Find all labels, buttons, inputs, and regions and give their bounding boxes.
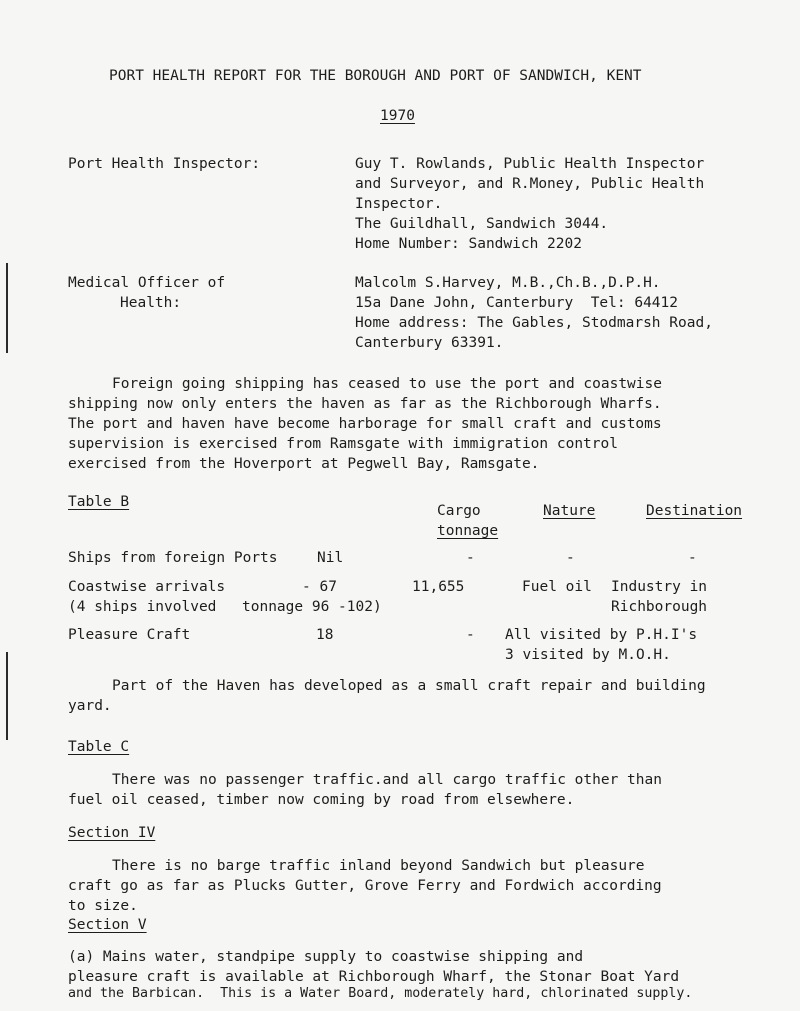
row-destination: Industry in bbox=[611, 579, 708, 595]
header-destination: Destination bbox=[646, 503, 743, 519]
contact-label: Medical Officer of bbox=[68, 275, 226, 291]
report-year: 1970 bbox=[380, 108, 415, 124]
contact-line: Malcolm S.Harvey, M.B.,Ch.B.,D.P.H. bbox=[355, 275, 661, 291]
row-label: Coastwise arrivals bbox=[68, 579, 226, 595]
row-cargo: - bbox=[466, 627, 475, 643]
paragraph-line: There is no barge traffic inland beyond Sandwich but pleasure bbox=[112, 858, 645, 874]
contact-line: Home Number: Sandwich 2202 bbox=[355, 236, 582, 252]
paragraph-line: supervision is exercised from Ramsgate with immigration control bbox=[68, 436, 618, 452]
contact-line: Inspector. bbox=[355, 196, 443, 212]
margin-bar bbox=[6, 652, 8, 740]
header-cargo: Cargo bbox=[437, 503, 481, 519]
paragraph-line: yard. bbox=[68, 698, 112, 714]
contact-label: Health: bbox=[120, 295, 182, 311]
contact-label: Port Health Inspector: bbox=[68, 156, 261, 172]
paragraph-line: fuel oil ceased, timber now coming by road from elsewhere. bbox=[68, 792, 575, 808]
row-destination: Richborough bbox=[611, 599, 708, 615]
paragraph-line: to size. bbox=[68, 898, 138, 914]
paragraph-line: pleasure craft is available at Richborough Wharf, the Stonar Boat Yard bbox=[68, 969, 680, 985]
paragraph-line: and the Barbican. This is a Water Board, moderately hard, chlorinated supply. bbox=[68, 986, 693, 1001]
paragraph-line: craft go as far as Plucks Gutter, Grove Ferry and Fordwich according bbox=[68, 878, 662, 894]
paragraph-line: Part of the Haven has developed as a small craft repair and building bbox=[112, 678, 706, 694]
row-label: Pleasure Craft bbox=[68, 627, 191, 643]
row-label: (4 ships involved bbox=[68, 599, 217, 615]
row-note: All visited by P.H.I's bbox=[505, 627, 698, 643]
paragraph-line: Foreign going shipping has ceased to use the port and coastwise bbox=[112, 376, 662, 392]
contact-line: Canterbury 63391. bbox=[355, 335, 504, 351]
row-cargo: 11,655 bbox=[412, 579, 465, 595]
row-label: Ships from foreign Ports bbox=[68, 550, 278, 566]
contact-line: Guy T. Rowlands, Public Health Inspector bbox=[355, 156, 705, 172]
section-iv-title: Section IV bbox=[68, 825, 156, 841]
paragraph-line: The port and haven have become harborage for small craft and customs bbox=[68, 416, 662, 432]
row-nature: Fuel oil bbox=[522, 579, 592, 595]
row-destination: - bbox=[688, 550, 697, 566]
table-c-title: Table C bbox=[68, 739, 130, 755]
paragraph-line: shipping now only enters the haven as far as the Richborough Wharfs. bbox=[68, 396, 662, 412]
contact-line: and Surveyor, and R.Money, Public Health bbox=[355, 176, 705, 192]
paragraph-line: (a) Mains water, standpipe supply to coastwise shipping and bbox=[68, 949, 584, 965]
paragraph-line: exercised from the Hoverport at Pegwell Bay, Ramsgate. bbox=[68, 456, 540, 472]
row-count: Nil bbox=[317, 550, 344, 566]
contact-line: Home address: The Gables, Stodmarsh Road, bbox=[355, 315, 713, 331]
row-note: 3 visited by M.O.H. bbox=[505, 647, 671, 663]
row-cargo: - bbox=[466, 550, 475, 566]
row-count: 18 bbox=[316, 627, 334, 643]
row-tonnage-note: tonnage 96 -102) bbox=[242, 599, 382, 615]
contact-line: The Guildhall, Sandwich 3044. bbox=[355, 216, 609, 232]
header-cargo: tonnage bbox=[437, 523, 499, 539]
section-v-title: Section V bbox=[68, 917, 147, 933]
report-title: PORT HEALTH REPORT FOR THE BOROUGH AND PORT OF SANDWICH, KENT bbox=[109, 68, 642, 84]
row-nature: - bbox=[566, 550, 575, 566]
margin-bar bbox=[6, 263, 8, 353]
row-count: - 67 bbox=[302, 579, 337, 595]
table-b-title: Table B bbox=[68, 494, 130, 510]
contact-line: 15a Dane John, Canterbury Tel: 64412 bbox=[355, 295, 679, 311]
header-nature: Nature bbox=[543, 503, 596, 519]
paragraph-line: There was no passenger traffic.and all cargo traffic other than bbox=[112, 772, 662, 788]
